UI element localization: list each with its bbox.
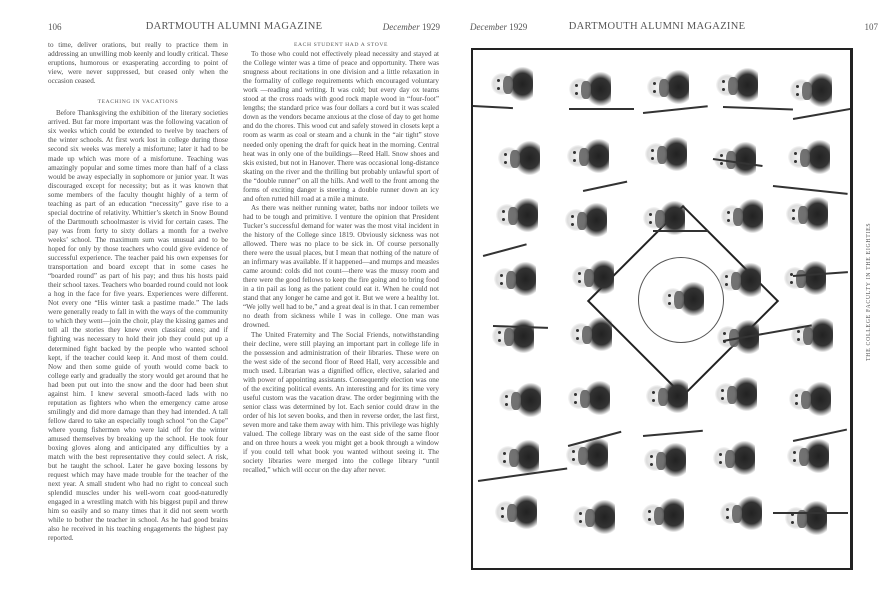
faculty-portrait [638,498,686,532]
faculty-portrait [487,67,535,101]
faculty-portrait [490,262,538,296]
faculty-portrait [712,68,760,102]
faculty-portrait [642,379,690,413]
section-heading: TEACHING IN VACATIONS [97,99,179,106]
section-heading: EACH STUDENT HAD A STOVE [293,42,389,48]
faculty-portrait [563,139,611,173]
faculty-portrait [562,438,610,472]
photo-card-edge [569,108,634,110]
faculty-portrait [783,439,831,473]
faculty-portrait [711,377,759,411]
photo-card-edge [773,185,848,194]
photo-card-edge [583,181,627,192]
faculty-portrait [787,318,835,352]
faculty-portrait [780,261,828,295]
running-head-left [0,22,448,36]
photo-card-edge [643,430,703,437]
faculty-portrait [494,141,542,175]
magazine-title: DARTMOUTH ALUMNI MAGAZINE [568,21,746,32]
faculty-portrait [491,495,539,529]
paragraph: Before Thanksgiving the exhibition of the literary societies arrived. But far more important was the following vacation of six weeks which could be extended to twelve by teachers of the winter schools. At first work lost in college during those second six weeks was merely a misfortune; later it had to be made up which was more of a misfortune. Teaching was amazingly popular and some times more than half of a class would be away especially in sophomore or junior year. It was discouraged except for necessity; but as it was known that some members of the faculty thought highly of a term of teaching as part of an education “necessity” gave rise to a special doctrine of relativity. Whittier’s sketch in Snow Bound of the Dartmouth schoolmaster is vivid for certain cases. The pay was from forty to sixty dollars a month for a twelve weeks’ school. The maximum sum was unusual and to be hoped for only by those teachers who could give evidence of successful experience. The teacher paid his own expenses for transportation and board except that in some cases he “boarded round” as part of his pay; and thus his hosts paid their school taxes. Teachers who boarded round could not look a hog in the face for five years. Experiences were different. Not every one “His winter task a pastime made.” The lads were generally ready to fall in with the ways of the community to which they went—join the choir, play the kissing games and tell all the stories they knew even classical ones; and if fighting was necessary to hold their job they could put up a determined fight backed by the people who wanted school kept, if the teacher could keep it. And most of them could. Now and then some guide of youth would come back to college early and gradually the story would get around that he had been put out into the snow and the door had been shut against him. I knew several smooth-faced lads with no reputation as fighters who when the emergency came arose smilingly and did more damage than they had intended. A tall fellow dared to take an especially tough school “on the Cape” where young fishermen who were laid off for the winter amused themselves by breaking up the school. He took four boxing gloves along and anticipated any difficulties by a match with the best representative they could select. A risk, but he taught the school. Later he gave boxing lessons by request which may have made trouble for the teacher of the next year. A small student who had no right to conceal such splendid muscles under his well-worn coat good-naturedly engaged in a wrestling match with his biggest pupil and threw him so easily and so many times that it did not seem worth while to bother the teacher in school. As he had good brains also he received in his teaching engagements the highest pay reported. [48,109,228,543]
faculty-portrait [641,137,689,171]
central-portrait [658,282,706,316]
page-number: 107 [864,22,878,32]
paragraph: The United Fraternity and The Social Friends, notwithstanding their decline, were still playing an important part in college life in the possession and administration of their libraries. These were on the west side of the second floor of Reed Hall, very accessible and much used. Librarian was a dignified office, elective, salaried and with power of appointing assistants. Consequently election was one of the exciting political events. An interesting and for its time very useful custom was the vacation draw. The order beginning with the senior class was determined by lot. Each senior could draw in the order of his lot seven books, and then in reverse order, the last first, seven more and take them away with him. This privilege was highly valued. The college library was on the east side of the same floor and on three hours a week you might get a book through a window if you could tell what book you wanted without seeing it. The society libraries were merged into the college library “until recalled,” which will occur on the day after never. [243,330,439,475]
photo-card-edge [473,105,513,109]
faculty-portrait [569,500,617,534]
faculty-portrait [715,263,763,297]
faculty-portrait [786,73,834,107]
faculty-portrait [568,260,616,294]
issue-month: December [382,22,420,32]
photo-card-edge [793,108,852,120]
faculty-portrait [566,317,614,351]
faculty-photo-collage [471,48,853,570]
faculty-portrait [640,443,688,477]
photo-card-edge [773,512,848,514]
faculty-portrait [565,72,613,106]
faculty-portrait [561,203,609,237]
issue-year: 1929 [422,22,440,32]
page-number: 106 [48,22,62,32]
photo-card-edge [653,230,708,232]
faculty-portrait [564,381,612,415]
photo-card-edge [483,243,527,256]
photo-card-edge [723,106,793,110]
article-column-2 [243,41,439,475]
faculty-portrait [495,383,543,417]
faculty-portrait [493,440,541,474]
magazine-title: DARTMOUTH ALUMNI MAGAZINE [145,21,323,32]
faculty-portrait [781,501,829,535]
paragraph: to time, deliver orations, but really to practice them in addressing an unwilling mob keenly and loudly critical. These eruptions, humorous or exasperating according to point of view, were never suppressed, but ceased only when the occasion ceased. [48,41,228,86]
faculty-portrait [785,382,833,416]
faculty-portrait [784,140,832,174]
faculty-portrait [716,496,764,530]
paragraph: To those who could not effectively plead necessity and stayed at the College winter was a time of peace and opportunity. There was snugness about recitations in one division and a little relaxation in the formality of college requirements which encouraged voluntary work —reading and writing. It was cold; but every day ox teams stood at the cross roads with good rock maple wood in “four-foot” lengths; the standard price was four dollars a cord but it was scaled down as the vendors became anxious at the close of day to get home and do the chores. This wood cut and safely stowed in closets kept a room as warm as coal or steam and a chunk in the “air tight” stove needed only opening the draft for quick heat in the morning. Central heat was in only one of the buildings—Reed Hall. Snow shoes and skis existed, but not in Hanover. There was occasional long-distance skating on the river and the thrilling but probably unlawful sport of the “double runner” on all the hills. And well to the front among the forms of exciting danger is steering a double runner down an icy and often rutted hill road at a mile a minute. [243,50,439,203]
photo-caption: THE COLLEGE FACULTY IN THE EIGHTIES [866,222,872,362]
running-head-right [448,22,896,36]
paragraph: As there was neither running water, baths nor indoor toilets we had to be tough and primitive. I venture the opinion that President Tucker’s successful demand for water was the most vital incident in the history of the College since 1819. Obviously sickness was not allowed. There was no place to be sick in. Of course personally there were the usual places, but I mean that nothing of the nature of an infirmary was available. If it happened—and mumps and measles came around: colds did not count—there was the mussy room and there were the good fellows to keep the fire going and to bring food in a tin pail as long as the patient could eat it. When he could not stand that any longer he came and got it. But we were a healthy lot. “We jolly well had to be,” and a great deal is in that. I can remember no death from sickness while I was in college. One man was drowned. [243,203,439,330]
issue-month: December [470,22,507,32]
photo-card-edge [643,105,708,113]
issue-year: 1929 [509,22,528,32]
faculty-portrait [643,70,691,104]
faculty-portrait [492,198,540,232]
faculty-portrait [782,197,830,231]
faculty-portrait [717,199,765,233]
faculty-portrait [709,441,757,475]
article-column-1 [48,41,228,544]
